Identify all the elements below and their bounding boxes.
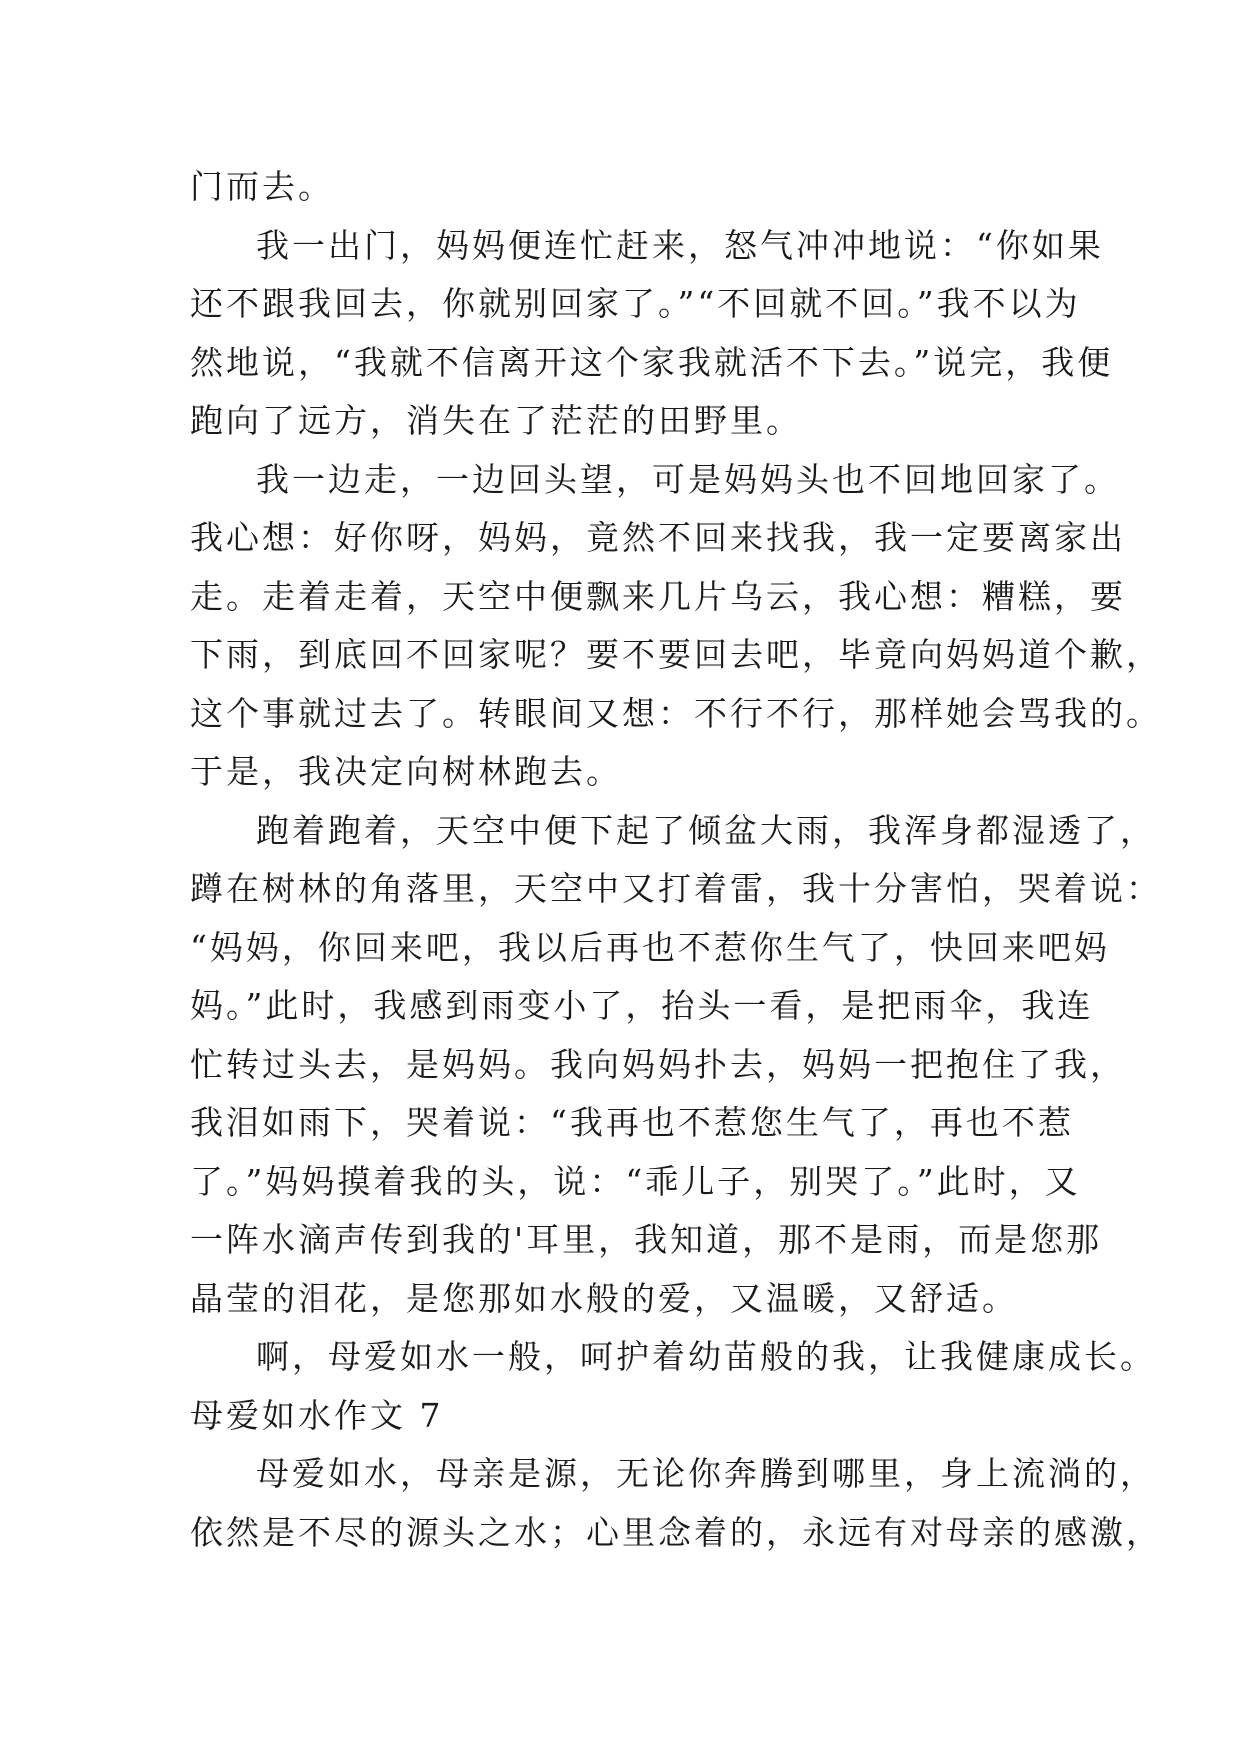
text-line: 跑向了远方，消失在了茫茫的田野里。 (190, 401, 802, 440)
document-body (190, 158, 1162, 1562)
text-line: 我泪如雨下，哭着说：“我再也不惹您生气了，再也不惹 (190, 1103, 1074, 1142)
text-line: 于是，我决定向树林跑去。 (190, 752, 622, 791)
text-line: “妈妈，你回来吧，我以后再也不惹你生气了，快回来吧妈 (190, 927, 1110, 967)
text-line: 跑着跑着，天空中便下起了倾盆大雨，我浑身都湿透了， (256, 810, 1156, 850)
text-line: 母爱如水，母亲是源，无论你奔腾到哪里，身上流淌的， (256, 1454, 1156, 1493)
text-line: 我一出门，妈妈便连忙赶来，怒气冲冲地说：“你如果 (256, 225, 1104, 265)
text-line: 了。”妈妈摸着我的头，说：“乖儿子，别哭了。”此时，又 (190, 1161, 1081, 1201)
text-line: 走。走着走着，天空中便飘来几片乌云，我心想：糟糕，要 (190, 576, 1126, 616)
text-line: 我心想：好你呀，妈妈，竟然不回来找我，我一定要离家出 (190, 518, 1126, 557)
text-line: 蹲在树林的角落里，天空中又打着雷，我十分害怕，哭着说： (190, 869, 1162, 908)
text-line: 依然是不尽的源头之水；心里念着的，永远有对母亲的感激， (190, 1512, 1162, 1552)
text-line: 然地说，“我就不信离开这个家我就活不下去。”说完，我便 (190, 342, 1114, 382)
text-line: 一阵水滴声传到我的'耳里，我知道，那不是雨，而是您那 (190, 1220, 1103, 1259)
text-line: 这个事就过去了。转眼间又想：不行不行，那样她会骂我的。 (190, 693, 1162, 733)
text-line: 啊，母爱如水一般，呵护着幼苗般的我，让我健康成长。 (256, 1337, 1156, 1376)
text-line: 门而去。 (190, 167, 334, 206)
text-line: 妈。”此时，我感到雨变小了，抬头一看，是把雨伞，我连 (190, 986, 1094, 1025)
text-line: 下雨，到底回不回家呢？要不要回去吧，毕竟向妈妈道个歉， (190, 635, 1162, 674)
text-line: 我一边走，一边回头望，可是妈妈头也不回地回家了。 (256, 459, 1120, 499)
text-line: 忙转过头去，是妈妈。我向妈妈扑去，妈妈一把抱住了我， (190, 1044, 1126, 1084)
text-line: 晶莹的泪花，是您那如水般的爱，又温暖，又舒适。 (190, 1278, 1018, 1318)
section-heading: 母爱如水作文 7 (190, 1395, 444, 1435)
text-line: 还不跟我回去，你就别回家了。”“不回就不回。”我不以为 (190, 284, 1081, 323)
